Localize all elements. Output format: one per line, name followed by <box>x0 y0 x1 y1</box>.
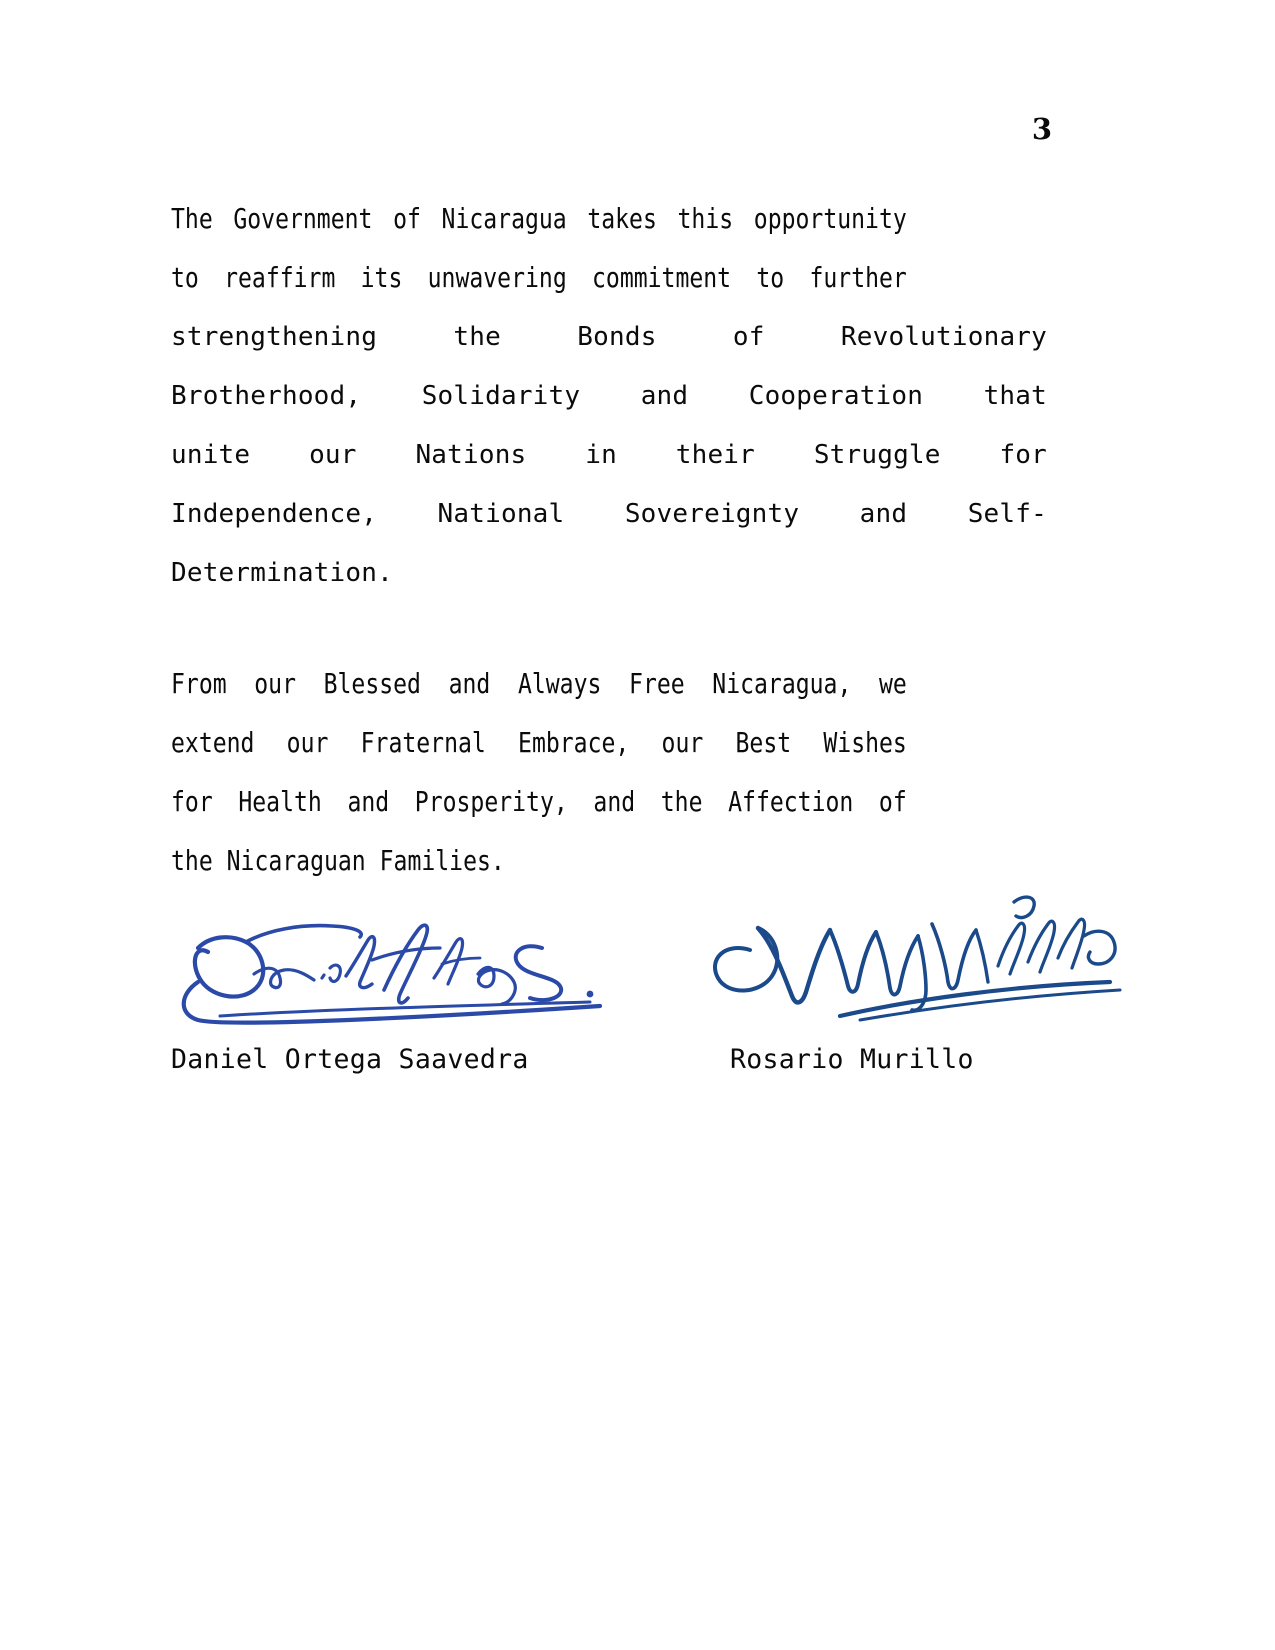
signature-names-row <box>0 1040 1275 1084</box>
word: of <box>393 203 421 235</box>
word: our <box>661 727 704 759</box>
text-line <box>171 249 1047 308</box>
word: Prosperity, <box>414 786 568 818</box>
word: unite <box>171 440 251 470</box>
text-line <box>171 308 1047 367</box>
word: Nicaragua, <box>712 668 852 700</box>
word: this <box>677 203 734 235</box>
word: Nicaragua <box>441 203 567 235</box>
word: that <box>983 381 1047 411</box>
text-line <box>171 485 1047 544</box>
text-line <box>171 190 1047 249</box>
word: The <box>171 203 213 235</box>
word: Best <box>735 727 792 759</box>
paragraph-spacer <box>171 603 1047 655</box>
word: From <box>171 668 227 700</box>
word: Embrace, <box>518 727 630 759</box>
word: and <box>640 381 689 411</box>
handwritten-signature-icon-daniel-ortega <box>150 890 650 1020</box>
word: Determination. <box>171 558 393 588</box>
word: our <box>309 440 357 470</box>
text-line <box>171 832 1047 891</box>
word: extend <box>171 727 255 759</box>
word: further <box>809 262 907 294</box>
text-line <box>171 655 1047 714</box>
signatory-name-daniel-ortega: Daniel Ortega Saavedra <box>171 1044 529 1075</box>
word: for <box>999 440 1047 470</box>
paragraph-2 <box>171 655 1047 891</box>
word: takes <box>587 203 657 235</box>
word: in <box>585 440 617 470</box>
word: Health <box>238 786 322 818</box>
word: Nicaraguan <box>226 845 366 877</box>
word: reaffirm <box>224 262 336 294</box>
word: and <box>593 786 636 818</box>
text-line <box>171 367 1047 426</box>
word: opportunity <box>753 203 907 235</box>
page-number: 3 <box>1031 112 1052 146</box>
word: commitment <box>592 262 732 294</box>
text-line <box>171 773 1047 832</box>
word: strengthening <box>171 322 378 352</box>
word: Self- <box>967 499 1047 529</box>
word: Independence, <box>171 499 378 529</box>
word: of <box>878 786 907 818</box>
word: unwavering <box>427 262 567 294</box>
word: and <box>448 668 491 700</box>
word: and <box>347 786 390 818</box>
word: Affection <box>728 786 854 818</box>
signature-block-left <box>150 890 650 1020</box>
word: Always <box>517 668 602 700</box>
word: and <box>859 499 908 529</box>
word: we <box>879 668 907 700</box>
word: Sovereignty <box>624 499 800 529</box>
paragraph-1 <box>171 190 1047 603</box>
word: Brotherhood, <box>171 381 362 411</box>
word: to <box>756 262 785 294</box>
word: our <box>286 727 329 759</box>
word: the <box>171 845 213 877</box>
signature-block-right <box>680 890 1140 1020</box>
word: Struggle <box>813 440 941 470</box>
word: Solidarity <box>421 381 581 411</box>
word: Blessed <box>323 668 421 700</box>
word: our <box>254 668 296 700</box>
text-line <box>171 426 1047 485</box>
word: to <box>171 262 199 294</box>
word: Cooperation <box>748 381 924 411</box>
text-line <box>171 714 1047 773</box>
word: the <box>453 322 501 352</box>
signature-area <box>0 890 1275 1110</box>
word: its <box>360 262 403 294</box>
word: Wishes <box>823 727 907 759</box>
document-body <box>171 190 1047 891</box>
handwritten-signature-icon-rosario-murillo <box>680 890 1140 1020</box>
word: National <box>437 499 565 529</box>
word: Free <box>629 668 685 700</box>
text-line <box>171 544 1047 603</box>
word: Revolutionary <box>840 322 1047 352</box>
word: the <box>660 786 703 818</box>
word: Fraternal <box>360 727 486 759</box>
word: Government <box>233 203 373 235</box>
word: Nations <box>415 440 527 470</box>
word: their <box>675 440 756 470</box>
signatory-name-rosario-murillo: Rosario Murillo <box>730 1044 974 1075</box>
word: Families. <box>379 845 505 877</box>
word: for <box>171 786 213 818</box>
word: Bonds <box>577 322 657 352</box>
word: of <box>732 322 765 352</box>
